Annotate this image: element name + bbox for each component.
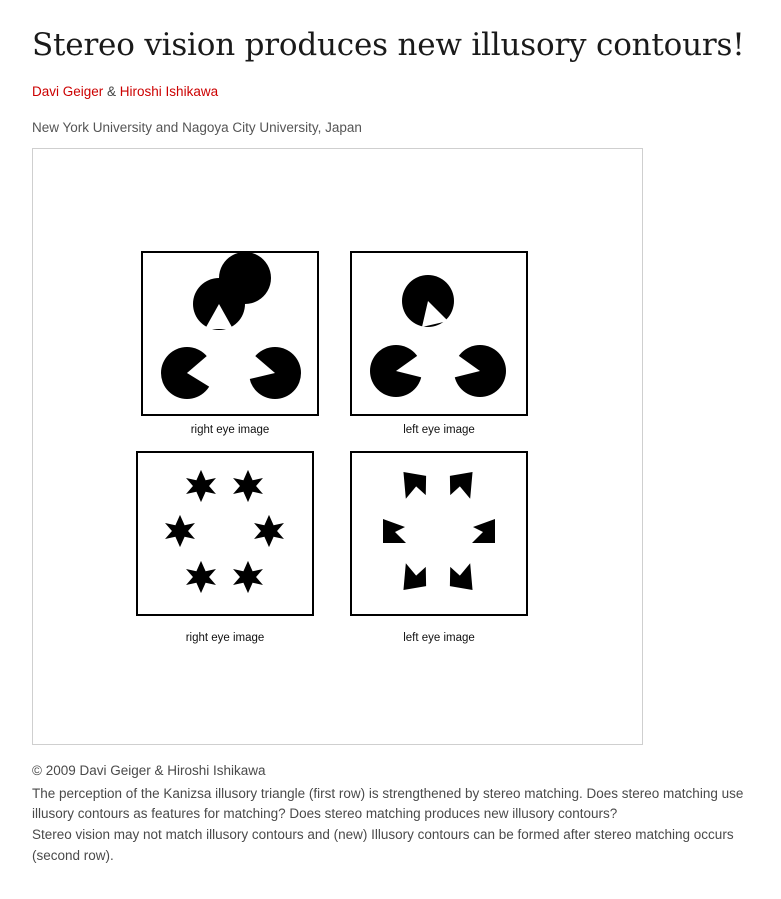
author-link-hiroshi-ishikawa[interactable]: Hiroshi Ishikawa (119, 83, 219, 99)
six-stars-right-figure (138, 453, 312, 614)
panel-top-right (350, 251, 528, 416)
six-arrows-left-figure (352, 453, 526, 614)
figure-container (32, 148, 643, 745)
page-title: Stereo vision produces new illusory contours! (32, 27, 745, 63)
affiliation-text: New York University and Nagoya City University, Japan (32, 119, 362, 135)
caption-top-left: right eye image (190, 423, 270, 436)
author-link-davi-geiger[interactable]: Davi Geiger (32, 83, 104, 99)
authors-line (32, 84, 747, 99)
panel-bottom-right (350, 451, 528, 616)
kanizsa-pacmen-left-figure (352, 253, 526, 414)
description-paragraph-2: Stereo vision may not match illusory contours and (new) Illusory contours can be formed after stereo matching occurs (second row). (32, 827, 734, 864)
kanizsa-pacmen-right-figure (143, 253, 317, 414)
description-paragraph-1: The perception of the Kanizsa illusory triangle (first row) is strengthened by stereo matching. Does stereo matching use illusory contours as features for matching? Does stereo matching produces new illusory contours? (32, 785, 744, 822)
panel-top-left (141, 251, 319, 416)
footer-text (32, 761, 752, 868)
caption-top-right: left eye image (403, 423, 475, 436)
author-separator: & (103, 83, 120, 99)
caption-bottom-left: right eye image (185, 631, 265, 644)
caption-bottom-right: left eye image (403, 631, 475, 644)
panel-bottom-left (136, 451, 314, 616)
copyright-line: © 2009 Davi Geiger & Hiroshi Ishikawa (32, 762, 266, 778)
